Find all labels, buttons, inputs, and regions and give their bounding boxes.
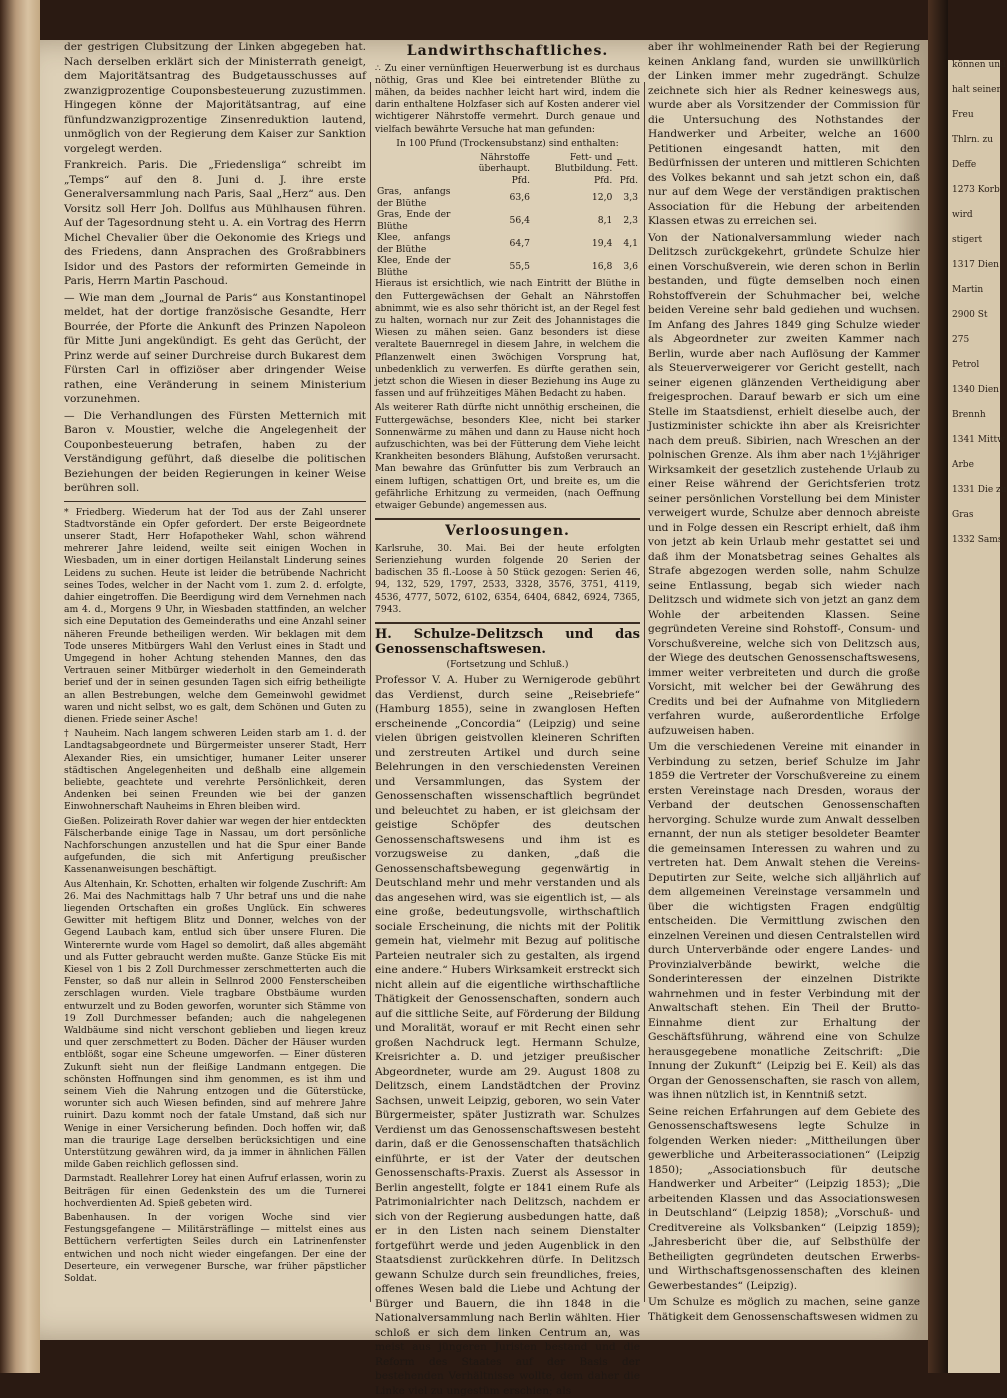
lottery-paragraph: Karlsruhe, 30. Mai. Bei der heute erfolgten Serienziehung wurden folgende 20 Serien der badischen 35 fl.-Loose à 50 Stück gezogen: Serien 46, 94, 132, 529, 1797, 2533, 3328, 3576, 3751, 4119, 4536, 4777, 5072, 6102, 6354, 6404, 6842, 6924, 7365, 7943. xyxy=(375,542,640,615)
table-header-cell xyxy=(375,152,452,175)
divider xyxy=(375,518,640,520)
page-fragment-text: Thlrn. zu xyxy=(952,135,994,145)
table-header-cell: Nährstoffe überhaupt. xyxy=(478,151,530,175)
column-rule xyxy=(370,82,371,1302)
page-fragment-text: können und xyxy=(952,60,1006,70)
page-fragment-text: 1332 Sams xyxy=(952,535,1003,545)
column-rule xyxy=(644,82,645,1302)
article-paragraph: Hieraus ist ersichtlich, wie nach Eintritt der Blüthe in den Futtergewächsen der Gehalt an Nährstoffen abnimmt, wie es also sehr thöricht ist, an der Regel fest zu halten, wornach nur zur Zeit des Johannistages die Wiesen zu mähen seien. Ganz besonders ist diese veraltete Bauernregel in diesem Jahre, in welchem die Pflanzenwelt einen 3wöchigen Vorsprung hat, unbedenklich zu verwerfen. Es dürfte gerathen sein, jetzt schon die Wiesen in dieser Beziehung ins Auge zu fassen und auf frühzeitiges Mähen Bedacht zu haben. xyxy=(375,278,640,400)
page-fragment-text: Brennh xyxy=(952,410,986,420)
news-paragraph: Frankreich. Paris. Die „Friedensliga“ schreibt im „Temps“ auf den 8. Juni d. J. ihre erste Generalversammlung nach Paris, Saal „Herz“ aus. Den Vorsitz soll Herr Joh. Dollfus aus Mühlhausen führen. Auf der Tagesordnung steht u. A. ein Vortrag des Herrn Michel Chevalier über die Oekonomie des Kriegs und des Friedens, dann Ansprachen des Großrabbiners Isidor und des Pastors der reformirten Gemeinde in Paris, Herrn Martin Paschoud. xyxy=(64,159,366,287)
page-fragment-text: wird xyxy=(952,210,973,220)
book-spine xyxy=(928,0,948,1373)
table-cell: 64,7 xyxy=(509,238,530,250)
table-caption: In 100 Pfund (Trockensubstanz) sind enthalten: xyxy=(396,137,619,149)
table-row xyxy=(375,186,640,209)
news-paragraph: der gestrigen Clubsitzung der Linken abgegeben hat. Nach derselben erklärt sich der Ministerrath geneigt, dem Majoritätsantrag des Budgetausschusses auf zwanzigprozentige Couponsbesteuerung zuzustimmen. Hingegen könne der Majoritätsantrag, auf eine fünfundzwanzigprozentige Zinsenreduktion lautend, unmöglich von der Regierung dem Kaiser zur Sanktion vorgelegt werden. xyxy=(64,41,366,155)
page-fragment-text: 1273 Korb xyxy=(952,185,1000,195)
article-paragraph: Von der Nationalversammlung wieder nach Delitzsch zurückgekehrt, gründete Schulze hier einen Vorschußverein, wie deren schon in Berlin bestanden, und fügte demselben noch einen Rohstoffverein der Schuhmacher bei, welche beiden Vereine sehr bald gediehen und wuchsen. Im Anfang des Jahres 1849 ging Schulze wieder als Abgeordneter zur zweiten Kammer nach Berlin, wurde aber nach Auflösung der Kammer als Steuerverweigerer vor Gericht gestellt, nach seiner eigenen glänzenden Vertheidigung aber freigesprochen. Darauf bewarb er sich um eine Stelle im Staatsdienst, erhielt dieselbe auch, der Justizminister schickte ihn aber als Kreisrichter nach dem preuß. Sibirien, nach Wreschen an der polnischen Grenze. Als ihm aber nach 1½jähriger Wirksamkeit der gesetzlich zustehende Urlaub zu einer Reise während der Gerichtsferien trotz seiner persönlichen Vorstellung bei dem Minister verweigert wurde, Schulze aber dennoch abreiste und in Folge dessen ein Rescript erhielt, daß ihm von jetzt ab kein Urlaub mehr gestattet sei und daß ihm der Monatsbetrag seines Gehaltes als Strafe abgezogen werden solle, nahm Schulze seine Entlassung, begab sich wieder nach Delitzsch und widmete sich von jetzt an ganz dem Wohle der arbeitenden Klassen. Seine gegründeten Vereine sind Rohstoff-, Consum- und Vorschußvereine, welche sich von Delitzsch aus, der Wiege des deutschen Genossenschaftswesens, immer weiter verbreiteten und durch die große Vorsicht, mit welcher bei der Gewährung des Credits und bei der Aufnahme von Mitgliedern verfahren wurde, außerordentliche Erfolge aufzuweisen haben. xyxy=(648,231,920,737)
local-news-paragraph: * Friedberg. Wiederum hat der Tod aus der Zahl unserer Stadtvorstände ein Opfer gefordert. Der erste Beigeordnete unserer Stadt, Herr Hofapotheker Wahl, schon während mehrerer Jahre leidend, weilte seit einigen Wochen in Wiesbaden, um in einer dortigen Heilanstalt Linderung seines Leidens zu suchen. Heute ist leider die betrübende Nachricht seines Todes, welcher in der Nacht vom 1. zum 2. d. erfolgte, dahier eingetroffen. Die Beerdigung wird dem Vernehmen nach am 4. d., Morgens 9 Uhr, in Wiesbaden stattfinden, an welcher sich eine Deputation des Gemeinderaths und eine Anzahl seiner näheren Freunde betheiligen werden. Wir beklagen mit dem Tode unseres Mitbürgers Wahl den Verlust eines in Stadt und Umgegend in hoher Achtung stehenden Mannes, den das Vertrauen seiner Mitbürger wiederholt in den Gemeinderath berief und der in seinen gesunden Tagen sich eifrig betheiligte an allen Bestrebungen, welche dem Gemeinwohl gewidmet waren und nicht selbst, wo es galt, dem Schönen und Guten zu dienen. Friede seiner Asche! xyxy=(64,506,366,725)
table-cell: Pfd. xyxy=(593,174,613,186)
table-cell: Pfd. xyxy=(619,174,638,186)
article-paragraph: Seine reichen Erfahrungen auf dem Gebiete des Genossenschaftswesens legte Schulze in folgenden Werken nieder: „Mittheilungen über gewerbliche und Arbeiterassociationen“ (Leipzig 1850); „Associationsbuch für deutsche Handwerker und Arbeiter“ (Leipzig 1853); „Die arbeitenden Klassen und das Associationswesen in Deutschland“ (Leipzig 1858); „Vorschuß- und Creditvereine als Volksbanken“ (Leipzig 1859); „Jahresbericht über die, auf Selbsthülfe der Betheiligten gegründeten deutschen Erwerbs- und Wirthschaftsgenossenschaften des kleinen Gewerbestandes“ (Leipzig). xyxy=(648,1105,920,1292)
page-fragment-text: Deffe xyxy=(952,160,977,170)
table-cell: 2,3 xyxy=(623,215,638,227)
article-heading: H. Schulze-Delitzsch und das Genossenschaftswesen. xyxy=(375,627,640,657)
article-subheading: (Fortsetzung und Schluß.) xyxy=(446,659,569,670)
news-paragraph: — Die Verhandlungen des Fürsten Metternich mit Baron v. Moustier, welche die Angelegenheit der Couponbesteuerung betrafen, haben zu der Verständigung geführt, daß dieselbe die politischen Beziehungen der beiden Regierungen in keiner Weise berühren soll. xyxy=(64,409,366,494)
table-cell: 12,0 xyxy=(591,192,613,204)
column-2 xyxy=(375,40,640,1397)
table-row xyxy=(375,232,640,255)
divider xyxy=(375,622,640,624)
table-header-cell: Fett- und Blutbildung. xyxy=(554,151,613,175)
page-fragment-text: Freu xyxy=(952,110,974,120)
article-paragraph: ∴ Zu einer vernünftigen Heuerwerbung ist es durchaus nöthig, Gras und Klee bei eintretender Blüthe zu mähen, da beides nachher leicht hart wird, indem die darin enthaltene Holzfaser sich auf Kosten anderer viel wichtigerer Nährstoffe vermehrt. Durch genaue und vielfach bewährte Versuche hat man gefunden: xyxy=(375,62,640,135)
page-fragment-text: 1341 Mittw xyxy=(952,435,1005,445)
page-fragment-text: Gras xyxy=(952,510,974,520)
article-paragraph: Professor V. A. Huber zu Wernigerode gebührt das Verdienst, durch seine „Reisebriefe“ (Hamburg 1855), seine in zwanglosen Heften erscheinende „Concordia“ (Leipzig) und seine vielen übrigen geistvollen kleineren Schriften und zerstreuten Artikel und durch seine Belehrungen in den verschiedensten Vereinen und Versammlungen, das System der Genossenschaften wissenschaftlich begründet und beleuchtet zu haben, er ist gleichsam der geistige Schöpfer des deutschen Genossenschaftswesens und ihm ist es vorzugsweise zu danken, „daß die Genossenschaftsbewegung gegenwärtig in Deutschland mehr und mehr verstanden und als das angesehen wird, was sie eigentlich ist, — als eine große, bedeutungsvolle, wirthschaftlich sociale Erscheinung, die nichts mit der Politik gemein hat, vielmehr mit Bezug auf politische Parteien neutraler sich zu gestalten, als irgend eine andere.“ Hubers Wirksamkeit erstreckt sich nicht allein auf die eigentliche wirthschaftliche Thätigkeit der Genossenschaften, sondern auch auf die sittliche Seite, auf Förderung der Bildung und Moralität, worauf er mit Recht einen sehr großen Nachdruck legt. Hermann Schulze, Kreisrichter a. D. und jetziger preußischer Abgeordneter, wurde am 29. August 1808 zu Delitzsch, einem Landstädtchen der Provinz Sachsen, unweit Leipzig, geboren, wo sein Vater Bürgermeister, später Justizrath war. Schulzes Verdienst um das Genossenschaftswesen besteht darin, daß er die Genossenschaften thatsächlich einführte, er ist der Vater der deutschen Genossenschafts-Praxis. Zuerst als Assessor in Berlin angestellt, folgte er 1841 einem Rufe als Patrimonialrichter nach Delitzsch, nachdem er sich von der Regierung ausbedungen hatte, daß er in den Listen nach seinem Dienstalter fortgeführt werde und jeden Augenblick in den Staatsdienst zurückkehren dürfe. In Delitzsch gewann Schulze durch sein freundliches, freies, offenes Wesen bald die Liebe und Achtung der Bürger und Bauern, die ihn 1848 in die Nationalversammlung nach Berlin wählten. Hier schloß er sich dem linken Centrum an, was meist aus jüngeren Juristen bestand und die Reform des Staates auf der Basis der bestehenden Verhältnisse wollte, dem daher die Linke viel zu ungestüm erschien; als xyxy=(375,674,640,1397)
column-3 xyxy=(648,40,920,1323)
article-paragraph: Als weiterer Rath dürfte nicht unnöthig erscheinen, die Futtergewächse, besonders Klee, nicht bei starker Sonnenwärme zu mähen und dann zu Hause nicht hoch aufzuschichten, was bei der Fütterung dem Viehe leicht Krankheiten besonders Blähung, Aufstoßen verursacht. Man bewahre das Grünfutter bis zum Verbrauch an einem luftigen, schattigen Ort, und breite es, um die gefährliche Erhitzung zu vermeiden, (nach Oeffnung etwaiger Gebunde) angemessen aus. xyxy=(375,402,640,512)
table-cell: 55,5 xyxy=(509,261,530,273)
table-cell: Klee, Ende der Blüthe xyxy=(377,255,451,278)
local-news-paragraph: Babenhausen. In der vorigen Woche sind vier Festungsgefangene — Militärsträflinge — mittelst eines aus Bettüchern verfertigten Seiles durch ein Latrinenfenster entwichen und noch nicht wieder eingefangen. Der eine der Deserteure, ein verwegener Bursche, war früher päpstlicher Soldat. xyxy=(64,1212,366,1285)
page-fragment-text: stigert xyxy=(952,235,983,245)
page-fragment-text: Arbe xyxy=(952,460,974,470)
table-cell: 3,6 xyxy=(623,261,638,273)
column-1 xyxy=(64,40,366,1285)
table-cell: 8,1 xyxy=(597,215,613,227)
table-unit-row xyxy=(375,175,640,187)
page-fragment-text: Petrol xyxy=(952,360,980,370)
page-fragment-text: 1331 Die zu xyxy=(952,485,1007,495)
left-book-edge xyxy=(0,0,40,1373)
table-cell: 63,6 xyxy=(509,192,530,204)
page-fragment-text: 275 xyxy=(952,335,970,345)
table-row xyxy=(375,255,640,278)
table-cell: 3,3 xyxy=(623,192,638,204)
table-cell: 19,4 xyxy=(591,238,613,250)
page-fragment-text: 1340 Dien xyxy=(952,385,999,395)
table-cell: 16,8 xyxy=(591,261,613,273)
table-header-row xyxy=(375,152,640,175)
local-news-paragraph: Darmstadt. Reallehrer Lorey hat einen Aufruf erlassen, worin zu Beiträgen für einen Gedenkstein des um die Turnerei hochverdienten Ad. Spieß gebeten wird. xyxy=(64,1173,366,1209)
page-fragment-text: halt seiner xyxy=(952,85,1001,95)
article-paragraph: Um die verschiedenen Vereine mit einander in Verbindung zu setzen, berief Schulze im Jahr 1859 die Vertreter der Vorschußvereine zu einem ersten Vereinstage nach Dresden, woraus der Verband der deutschen Genossenschaften hervorging. Schulze wurde zum Anwalt desselben ernannt, der nun als stetiger besoldeter Beamter die gemeinsamen Interessen zu wahren und zu vertreten hat. Dem Anwalt stehen die Vereins-Deputirten zur Seite, welche sich alljährlich auf dem allgemeinen Vereinstage versammeln und über die wichtigsten Fragen endgültig entscheiden. Die Vermittlung zwischen den einzelnen Vereinen und diesen Centralstellen wird durch Unterverbände oder engere Landes- und Provinzialverbände bewirkt, welche die Sonderinteressen der einzelnen Distrikte wahrnehmen und in fester Verbindung mit der Anwaltschaft stehen. Ein Theil der Brutto-Einnahme dient zur Erhaltung der Geschäftsführung, während eine von Schulze herausgegebene monatliche Zeitschrift: „Die Innung der Zukunft“ (Leipzig bei E. Keil) als das Organ der Genossenschaften, sie rasch von allem, was ihnen nützlich ist, in Kenntniß setzt. xyxy=(648,741,920,1101)
local-news-paragraph: † Nauheim. Nach langem schweren Leiden starb am 1. d. der Landtagsabgeordnete und Bürgermeister unserer Stadt, Herr Alexander Ries, ein umsichtiger, humaner Leiter unserer städtischen Angelegenheiten und deßhalb eine allgemein beliebte, geachtete und verehrte Persönlichkeit, deren Andenken bei seinen Freunden wie bei der ganzen Einwohnerschaft Nauheims in Ehren bleiben wird. xyxy=(64,728,366,813)
section-heading: Verloosungen. xyxy=(445,523,570,540)
nutrient-table xyxy=(375,152,640,279)
adjacent-page-fragment xyxy=(948,60,1007,1373)
table-cell: Gras, Ende der Blüthe xyxy=(377,209,451,232)
local-news-paragraph: Gießen. Polizeirath Rover dahier war wegen der hier entdeckten Fälscherbande einige Tage in Nassau, um dort persönliche Nachforschungen anzustellen und hat die Spur einer Bande aufgefunden, die sich mit Anfertigung preußischer Kassenanweisungen beschäftigt. xyxy=(64,815,366,876)
table-header-cell: Fett. xyxy=(616,157,638,169)
table-cell: Pfd. xyxy=(511,174,530,186)
local-news-paragraph: Aus Altenhain, Kr. Schotten, erhalten wir folgende Zuschrift: Am 26. Mai des Nachmittags halb 7 Uhr betraf uns und die nahe liegenden Ortschaften ein großes Unglück. Ein schweres Gewitter mit heftigem Blitz und Donner, welches von der Gegend Laubach kam, entlud sich über unsere Fluren. Die Winterernte wurde vom Hagel so demolirt, daß alles abgemäht und als Futter gebraucht werden mußte. Ganze Stücke Eis mit Kiesel von 1 bis 2 Zoll Durchmesser zerschmetterten auch die Fenster, so daß nur allein in Sellnrod 2000 Fensterscheiben zerschlagen wurden. Viele tragbare Obstbäume wurden entwurzelt und zu Boden geworfen, worunter sich Stämme von 19 Zoll Durchmesser befanden; auch die nahgelegenen Waldbäume sind nicht verschont geblieben und liegen kreuz und quer zerschmettert zu Boden. Dächer der Häuser wurden entblößt, sogar eine Scheune umgeworfen. — Einer düsteren Zukunft sieht nun der fleißige Landmann entgegen. Die schönsten Hoffnungen sind ihm genommen, es ist ihm und seinem Vieh die Nahrung entzogen und die Güterstücke, worunter sich auch Wiesen befinden, sind auf mehrere Jahre ruinirt. Dazu kommt noch der fatale Umstand, daß sich nur Wenige in einer Versicherung befinden. Doch hoffen wir, daß man die traurige Lage derselben berücksichtigen und eine Unterstützung gewähren wird, da ja immer in ähnlichen Fällen milde Gaben reichlich geflossen sind. xyxy=(64,878,366,1171)
news-paragraph: — Wie man dem „Journal de Paris“ aus Konstantinopel meldet, hat der dortige französische Gesandte, Herr Bourrée, der Pforte die Ankunft des Prinzen Napoleon für Mitte Juni angekündigt. Es geht das Gerücht, der Prinz werde auf seiner Durchreise durch Bukarest dem Fürsten Carl in offiziöser aber dringender Weise rathen, eine Veränderung in seinem Ministerium vorzunehmen. xyxy=(64,291,366,405)
divider xyxy=(64,501,366,502)
page-fragment-text: 1317 Dien xyxy=(952,260,999,270)
table-cell: Klee, anfangs der Blüthe xyxy=(377,232,451,255)
article-paragraph: Um Schulze es möglich zu machen, seine ganze Thätigkeit dem Genossenschaftswesen widmen zu xyxy=(648,1296,920,1323)
table-row xyxy=(375,209,640,232)
table-cell: 4,1 xyxy=(623,238,638,250)
table-cell: Gras, anfangs der Blüthe xyxy=(377,186,451,209)
page-fragment-text: Martin xyxy=(952,285,984,295)
article-paragraph: aber ihr wohlmeinender Rath bei der Regierung keinen Anklang fand, wurden sie unwillkürlich der Linken immer mehr zugedrängt. Schulze zeichnete sich hier als Redner keineswegs aus, wurde aber als Vorsitzender der Commission für die Untersuchung des Nothstandes der Handwerker und Arbeiter, welche an 1600 Petitionen eingesandt hatten, mit den Bedürfnissen der unteren und mittleren Schichten des Volkes bekannt und sah jetzt schon ein, daß nur auf dem Wege der verständigen praktischen Association für die Hebung der arbeitenden Klassen etwas zu erreichen sei. xyxy=(648,41,920,227)
page-fragment-text: 2900 St xyxy=(952,310,988,320)
section-heading: Landwirthschaftliches. xyxy=(406,43,609,59)
table-cell xyxy=(375,175,452,187)
table-cell: 56,4 xyxy=(509,215,530,227)
